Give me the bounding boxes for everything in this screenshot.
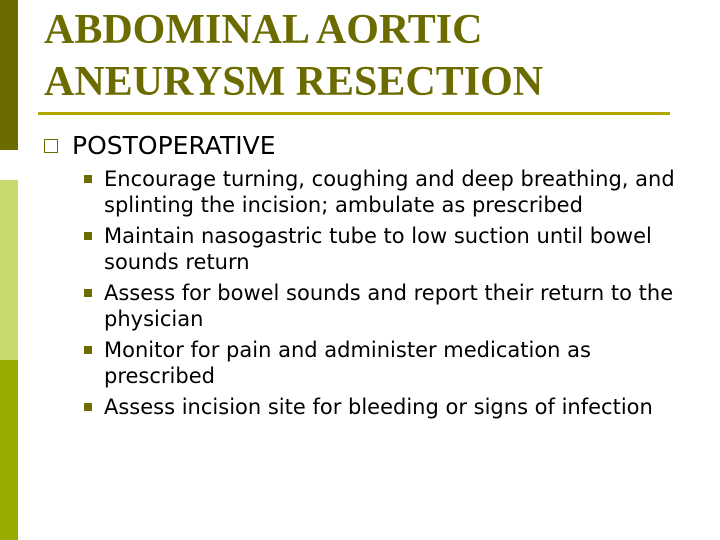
list-item <box>84 337 684 389</box>
list-item <box>84 394 684 420</box>
list-item <box>84 280 684 332</box>
square-bullet-icon <box>84 175 92 183</box>
list-item-text: Monitor for pain and administer medication as prescribed <box>104 338 591 388</box>
side-accent-bar-top <box>0 0 18 150</box>
square-bullet-icon <box>84 289 92 297</box>
side-accent-gap <box>0 150 18 180</box>
list-item-text: Maintain nasogastric tube to low suction until bowel sounds return <box>104 224 652 274</box>
square-bullet-icon <box>84 403 92 411</box>
bullet-list <box>84 166 684 425</box>
slide-title-line-1: ABDOMINAL AORTIC <box>44 7 483 53</box>
slide-title <box>44 4 704 108</box>
list-item-text: Assess incision site for bleeding or signs of infection <box>104 395 653 419</box>
title-divider <box>38 112 670 115</box>
list-item-text: Assess for bowel sounds and report their return to the physician <box>104 281 674 331</box>
side-accent-bar-bottom <box>0 360 18 540</box>
square-bullet-icon <box>84 232 92 240</box>
section-heading-text: POSTOPERATIVE <box>72 131 276 160</box>
square-bullet-icon <box>84 346 92 354</box>
list-item <box>84 223 684 275</box>
slide-title-line-2: ANEURYSM RESECTION <box>44 59 544 105</box>
hollow-square-icon <box>44 139 58 153</box>
side-accent-bar-middle <box>0 180 18 360</box>
list-item-text: Encourage turning, coughing and deep breathing, and splinting the incision; ambulate as prescribed <box>104 167 675 217</box>
list-item <box>84 166 684 218</box>
